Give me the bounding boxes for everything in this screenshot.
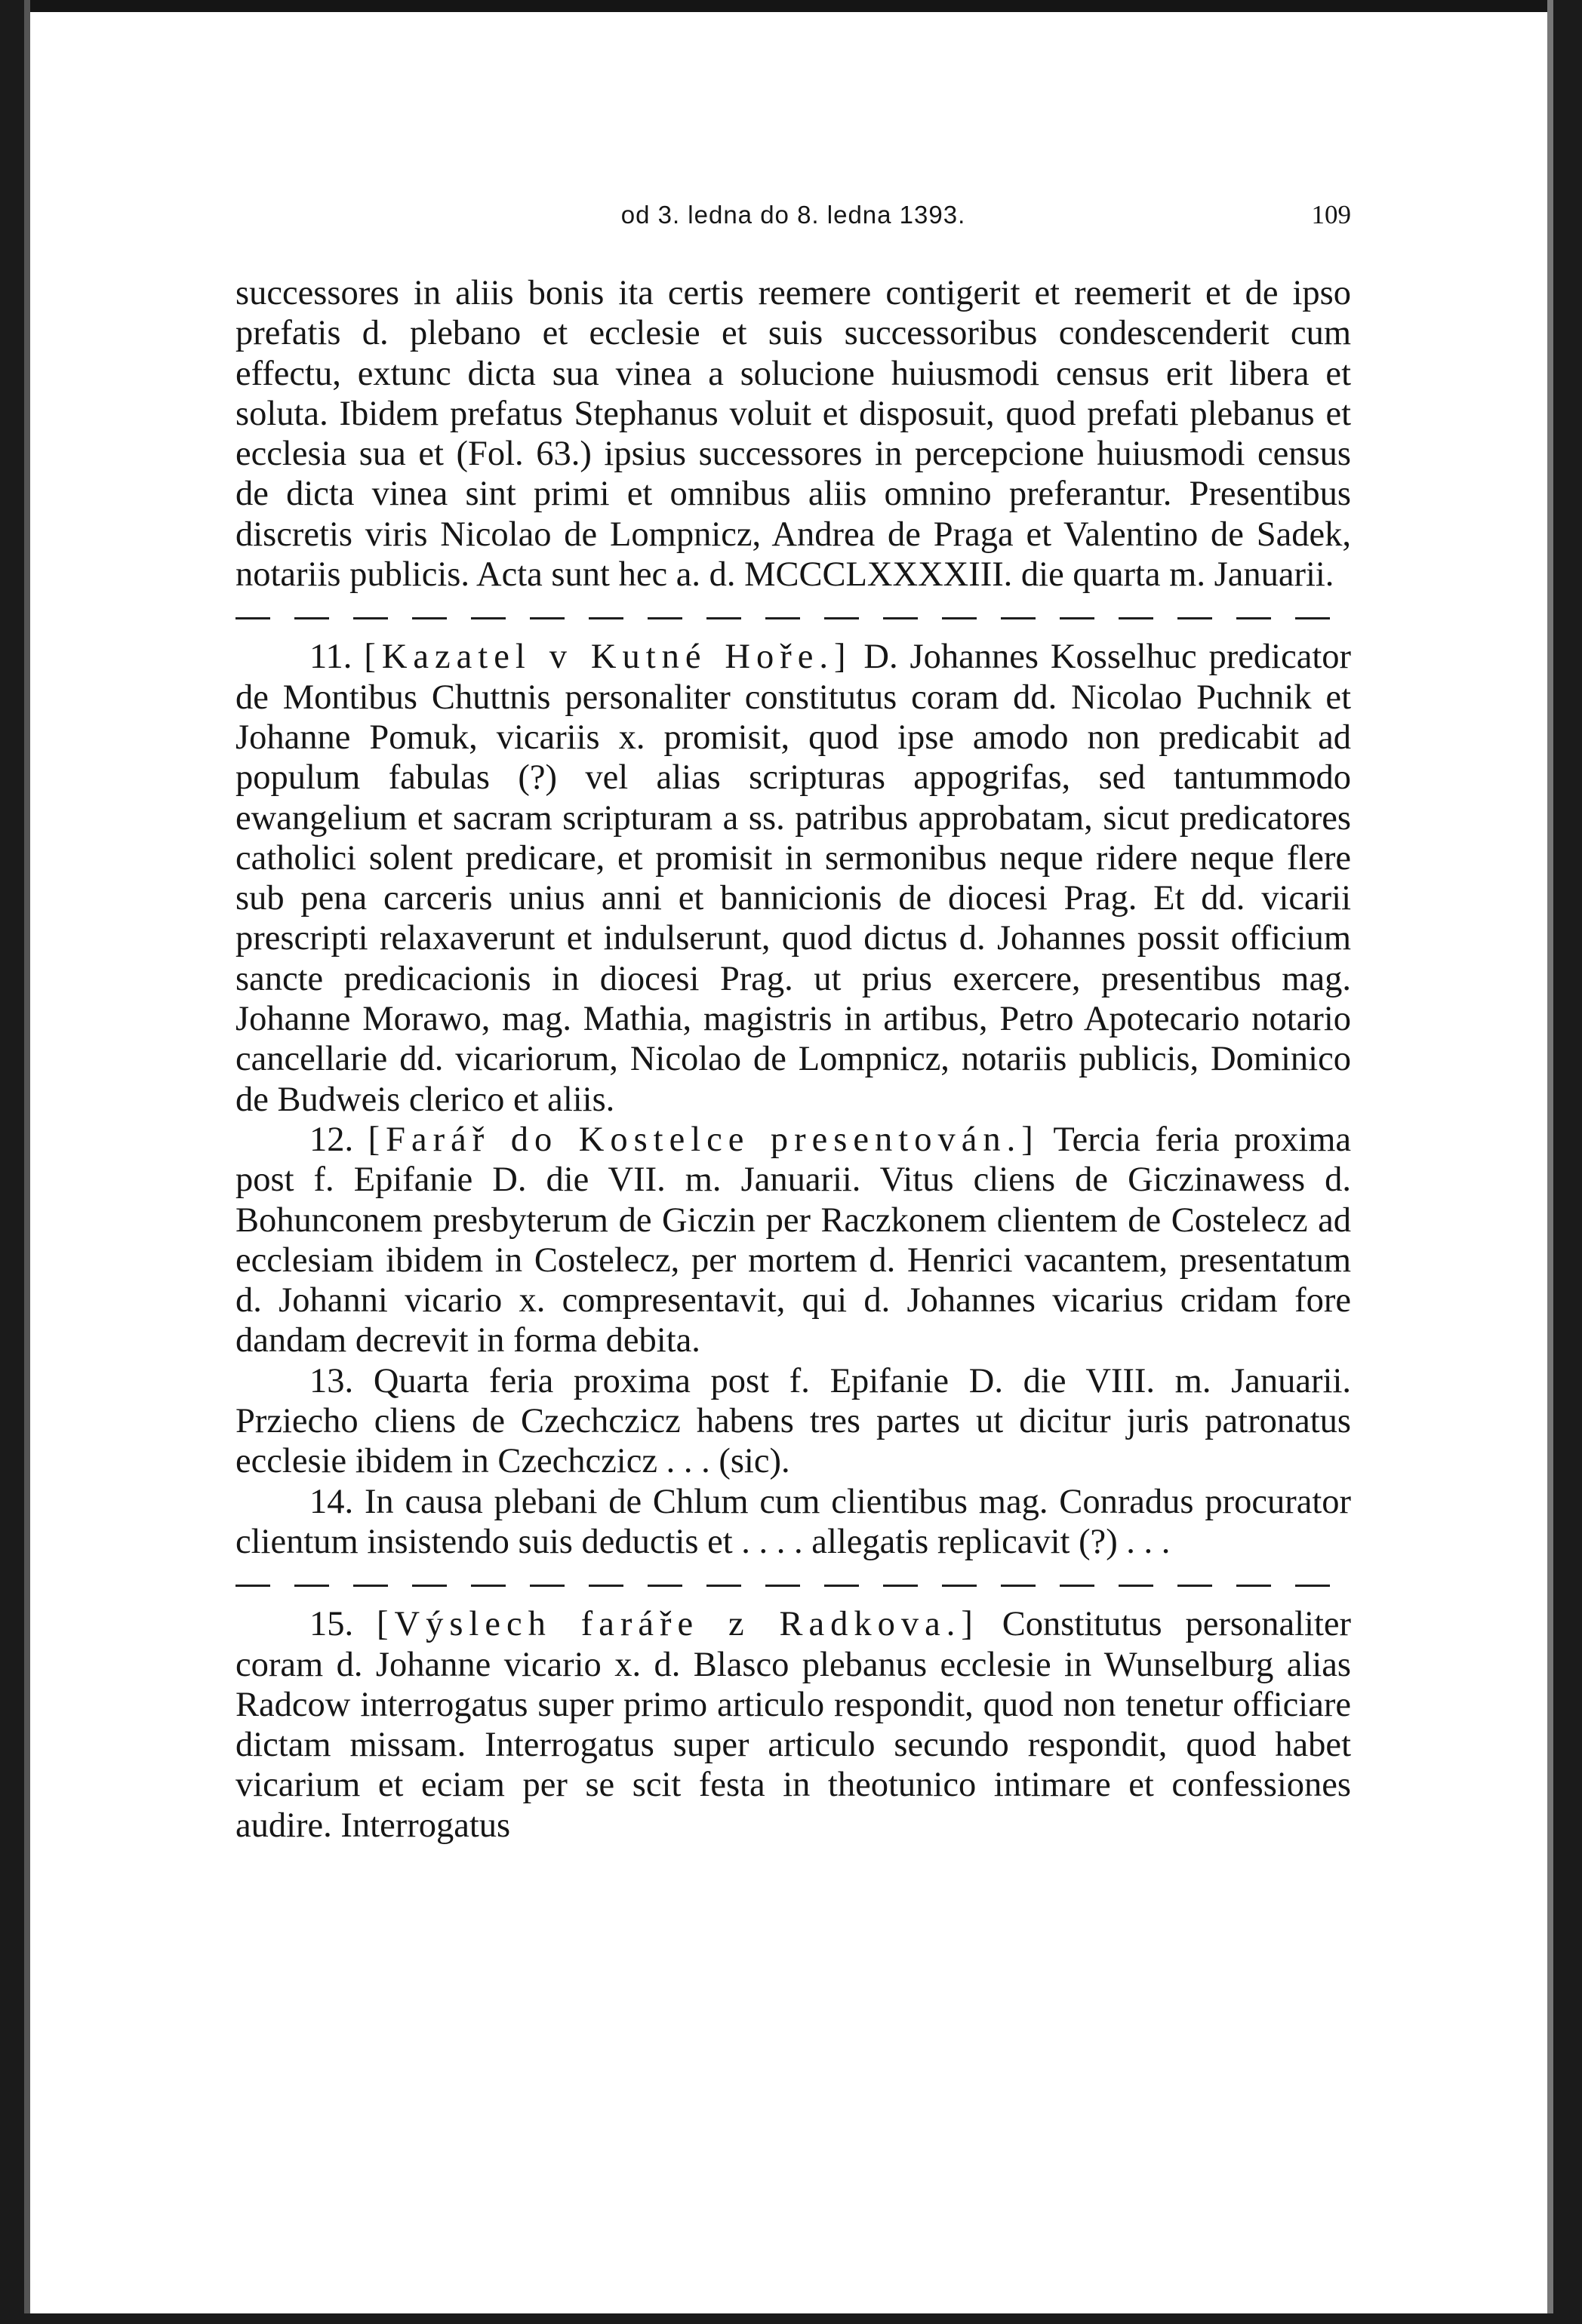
entry-text: D. Johannes Kosselhuc predicator de Montibus Chuttnis personaliter constitutus coram dd. Nicolao Puchnik et Johanne Pomuk, vicariis x. promisit, quod ipse amodo non predicabit ad populum fabulas (?) vel alias scripturas appogrifas, sed tantummodo ewangelium et sacram scripturam a ss. patribus approbatam, sicut predicatores catholici solent predicare, et promisit in sermonibus neque ridere neque flere sub pena carceris unius anni et bannicionis de diocesi Prag. Et dd. vicarii prescripti relaxaverunt et indulserunt, quod dictus d. Johannes possit officium sancte predicacionis in diocesi Prag. ut prius exercere, presentibus mag. Johanne Morawo, mag. Mathia, magistris in artibus, Petro Apotecario notario cancellarie dd. vicariorum, Nicolao de Lompnicz, notariis publicis, Dominico de Budweis clerico et aliis. (235, 638, 1352, 1119)
scan-edge-left-shadow (24, 0, 30, 2324)
scan-edge-bottom (0, 2313, 1582, 2324)
page-number: 109 (1311, 200, 1351, 229)
entry-number: 13. (309, 1361, 354, 1400)
running-title: od 3. ledna do 8. ledna 1393. (620, 201, 966, 229)
scan-edge-right-shadow (1547, 0, 1553, 2324)
entry-text: Quarta feria proxima post f. Epifanie D. die VIII. m. Januarii. Prziecho cliens de Czechczicz habens tres partes ut dicitur juris patronatus ecclesie ibidem in Czechczicz . . . (sic). (235, 1361, 1351, 1481)
entry-heading: [Výslech faráře z Radkova.] (377, 1605, 979, 1644)
entry-13 (235, 1361, 1351, 1482)
section-separator (235, 595, 1351, 637)
scan-edge-right (1553, 0, 1582, 2324)
entry-number: 15. (309, 1605, 354, 1644)
entry-text: In causa plebani de Chlum cum clientibus mag. Conradus procurator clientum insistendo suis deductis et . . . . allegatis replicavit (?) . . . (235, 1482, 1351, 1561)
entry-text: Constitutus personaliter coram d. Johanne vicario x. d. Blasco plebanus ecclesie in Wunselburg alias Radcow interrogatus super primo articulo respondit, quod non tenetur officiare dictam missam. Interrogatus super articulo secundo respondit, quod habet vicarium et eciam per se scit festa in theotunico intimare et confessiones audire. Interrogatus (235, 1605, 1352, 1845)
section-separator (235, 1562, 1351, 1604)
entry-heading: [Farář do Kostelce presentován.] (368, 1120, 1039, 1159)
continuation-paragraph: successores in aliis bonis ita certis reemere contigerit et reemerit et de ipso prefatis d. plebano et ecclesie et suis successoribus condescenderit cum effectu, extunc dicta sua vinea a solucione huiusmodi census erit libera et soluta. Ibidem prefatus Stephanus voluit et disposuit, quod prefati plebanus et ecclesia sua et (Fol. 63.) ipsius successores in percepcione huiusmodi census de dicta vinea sint primi et omnibus aliis omnino preferantur. Presentibus discretis viris Nicolao de Lompnicz, Andrea de Praga et Valentino de Sadek, notariis publicis. Acta sunt hec a. d. MCCCLXXXXIII. die quarta m. Januarii. (235, 274, 1351, 595)
entry-12 (235, 1120, 1351, 1361)
entry-heading: [Kazatel v Kutné Hoře.] (364, 638, 852, 677)
scan-edge-top (0, 0, 1582, 12)
entry-14 (235, 1482, 1351, 1563)
scan-edge-left (0, 0, 24, 2324)
entry-15 (235, 1604, 1351, 1846)
entry-number: 12. (309, 1120, 354, 1159)
page-header (235, 196, 1351, 241)
page-body (235, 273, 1351, 1846)
entry-number: 14. (309, 1482, 354, 1521)
entry-text: Tercia feria proxima post f. Epifanie D. die VII. m. Januarii. Vitus cliens de Giczinawess d. Bohunconem presbyterum de Giczin per Raczkonem clientem de Costelecz ad ecclesiam ibidem in Costelecz, per mortem d. Henrici vacantem, presentatum d. Johanni vicario x. compresentavit, qui d. Johannes vicarius cridam fore dandam decrevit in forma debita. (235, 1120, 1352, 1360)
entry-number: 11. (309, 638, 352, 677)
entry-11 (235, 637, 1351, 1120)
